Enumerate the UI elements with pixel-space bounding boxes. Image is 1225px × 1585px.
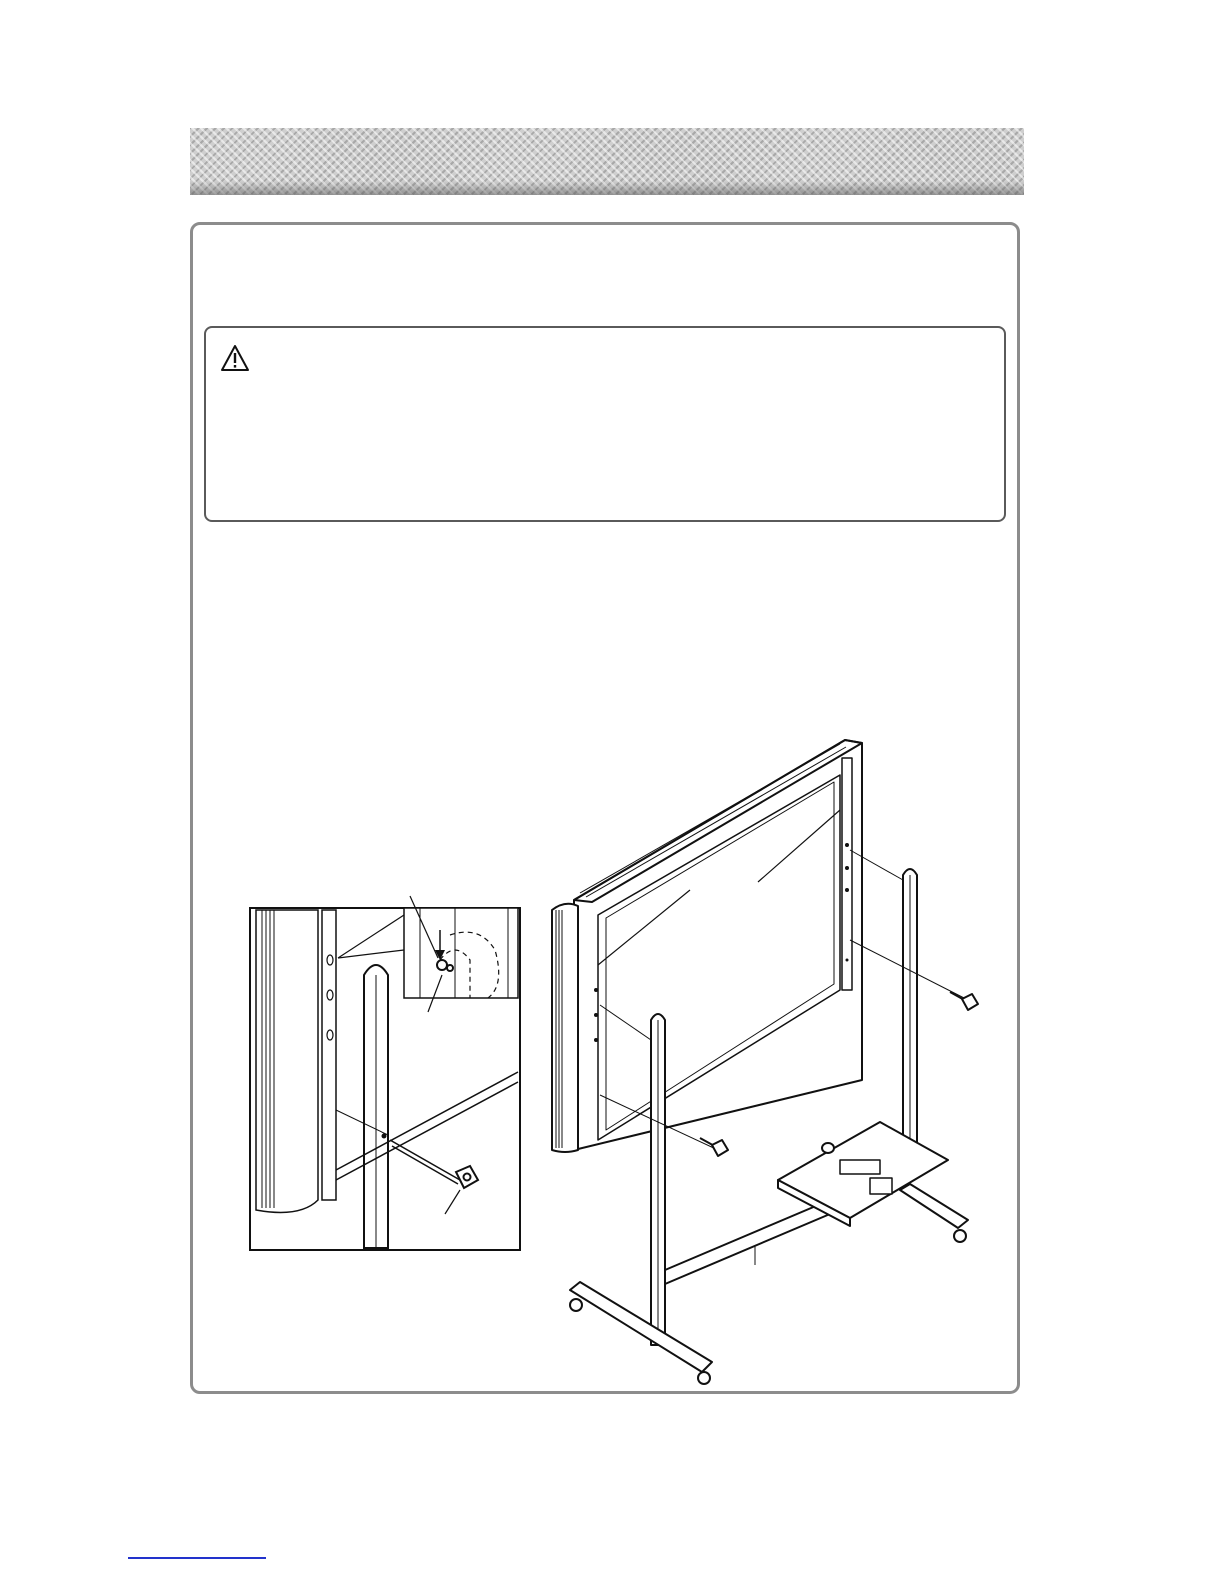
knob-screw-right [950, 992, 978, 1010]
knob-screw-left [700, 1138, 728, 1156]
whiteboard-stand-illustration [552, 740, 978, 1384]
detail-inset-illustration [250, 896, 520, 1250]
footer-link-underline[interactable] [128, 1557, 266, 1559]
